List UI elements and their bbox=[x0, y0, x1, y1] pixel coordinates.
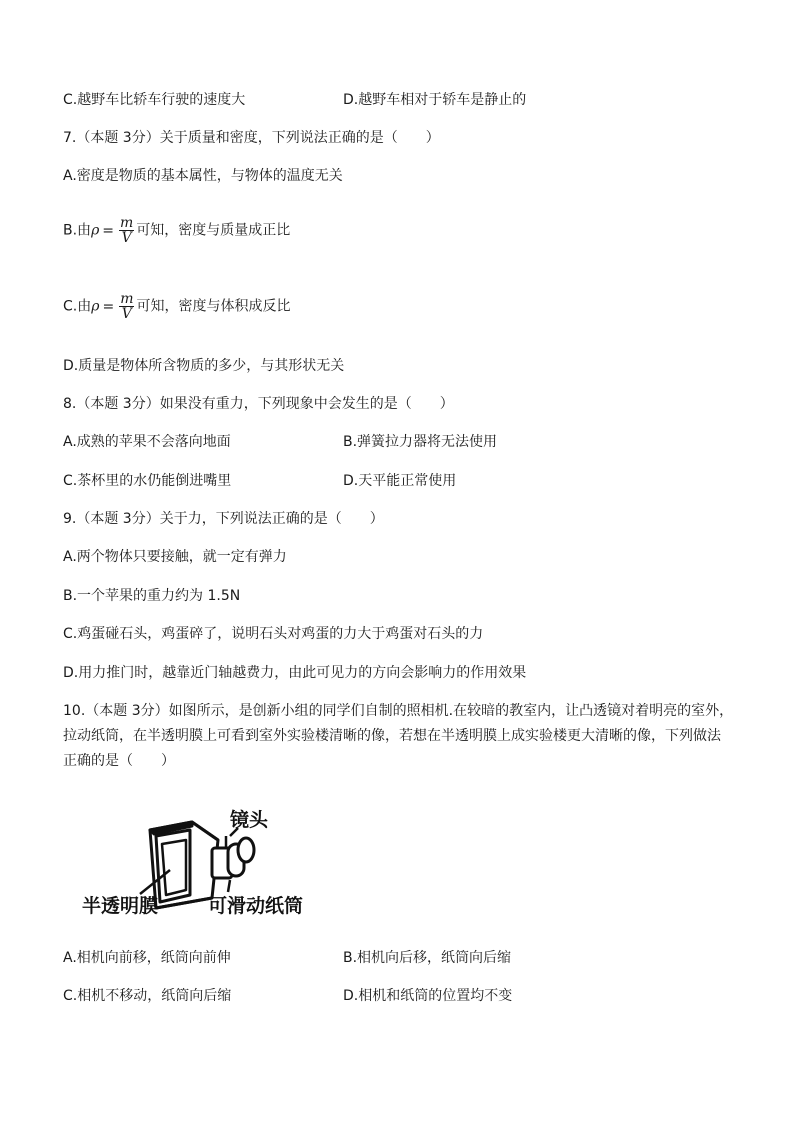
q8-stem: 8.（本题 3分）如果没有重力，下列现象中会发生的是（ ） bbox=[63, 396, 454, 412]
q7-stem: 7.（本题 3分）关于质量和密度，下列说法正确的是（ ） bbox=[63, 130, 440, 146]
equals-sign: = bbox=[102, 222, 115, 239]
q7-option-c-prefix: C.由 bbox=[63, 298, 92, 315]
q9-option-c: C.鸡蛋碰石头，鸡蛋碎了，说明石头对鸡蛋的力大于鸡蛋对石头的力 bbox=[63, 626, 484, 642]
q7-option-b bbox=[63, 216, 290, 245]
q7-option-d: D.质量是物体所含物质的多少，与其形状无关 bbox=[63, 358, 345, 374]
label-lens: 镜头 bbox=[230, 809, 269, 831]
q7-option-a: A.密度是物质的基本属性，与物体的温度无关 bbox=[63, 168, 343, 184]
q10-stem-line-3: 正确的是（ ） bbox=[63, 753, 175, 769]
fraction-denominator: V bbox=[121, 306, 132, 322]
q7-option-b-suffix: 可知，密度与质量成正比 bbox=[136, 222, 291, 239]
fraction-denominator: V bbox=[121, 230, 132, 246]
label-film: 半透明膜 bbox=[82, 895, 159, 917]
q6-option-c: C.越野车比轿车行驶的速度大 bbox=[63, 92, 246, 108]
camera-figure bbox=[80, 800, 330, 925]
q10-option-c: C.相机不移动，纸筒向后缩 bbox=[63, 988, 232, 1004]
q6-option-d: D.越野车相对于轿车是静止的 bbox=[343, 92, 527, 108]
q9-option-a: A.两个物体只要接触，就一定有弹力 bbox=[63, 549, 287, 565]
label-tube: 可滑动纸筒 bbox=[208, 895, 304, 917]
q10-stem-line-1: 10.（本题 3分）如图所示，是创新小组的同学们自制的照相机.在较暗的教室内，让凸透镜对着明亮的室外， bbox=[63, 703, 734, 719]
fraction-numerator: m bbox=[120, 291, 134, 307]
q7-option-b-prefix: B.由 bbox=[63, 222, 92, 239]
density-fraction bbox=[119, 292, 134, 321]
fraction-numerator: m bbox=[120, 215, 134, 231]
q8-option-b: B.弹簧拉力器将无法使用 bbox=[343, 434, 498, 450]
q7-option-c bbox=[63, 292, 290, 321]
q10-option-b: B.相机向后移，纸筒向后缩 bbox=[343, 950, 512, 966]
q9-option-d: D.用力推门时，越靠近门轴越费力，由此可见力的方向会影响力的作用效果 bbox=[63, 665, 527, 681]
q9-stem: 9.（本题 3分）关于力，下列说法正确的是（ ） bbox=[63, 511, 384, 527]
q9-option-b: B.一个苹果的重力约为 1.5N bbox=[63, 588, 241, 604]
q10-stem-line-2: 拉动纸筒，在半透明膜上可看到室外实验楼清晰的像，若想在半透明膜上成实验楼更大清晰的像，下列做法 bbox=[63, 728, 721, 744]
density-symbol: ρ bbox=[91, 222, 100, 239]
density-symbol: ρ bbox=[91, 298, 100, 315]
q8-option-a: A.成熟的苹果不会落向地面 bbox=[63, 434, 231, 450]
q10-option-a: A.相机向前移，纸筒向前伸 bbox=[63, 950, 231, 966]
equals-sign: = bbox=[102, 298, 115, 315]
q7-option-c-suffix: 可知，密度与体积成反比 bbox=[136, 298, 291, 315]
q10-option-d: D.相机和纸筒的位置均不变 bbox=[343, 988, 513, 1004]
q8-option-c: C.茶杯里的水仍能倒进嘴里 bbox=[63, 473, 232, 489]
density-fraction bbox=[119, 216, 134, 245]
q8-option-d: D.天平能正常使用 bbox=[343, 473, 457, 489]
tube-leader-line bbox=[228, 880, 230, 892]
